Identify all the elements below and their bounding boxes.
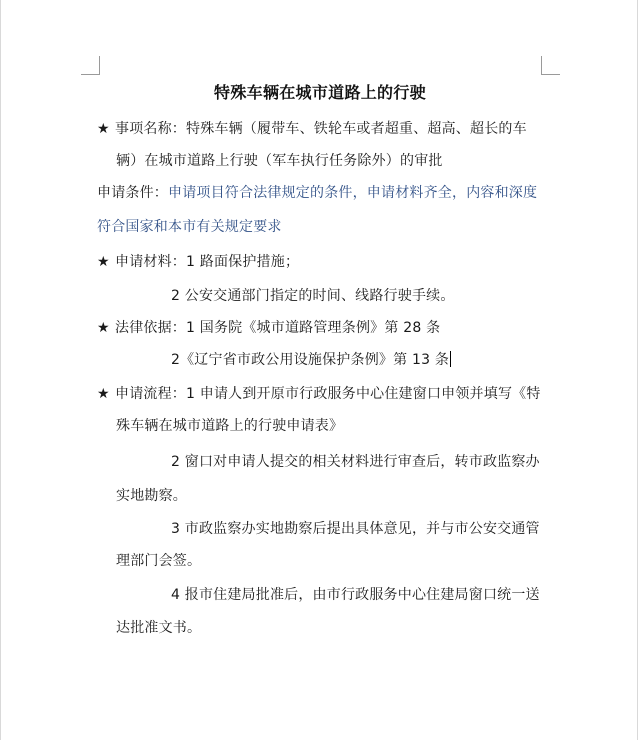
materials-item1: 1 路面保护措施； <box>186 254 300 270</box>
basis-item1: 1 国务院《城市道路管理条例》第 28 条 <box>186 320 441 336</box>
materials-label: 申请材料： <box>115 254 186 270</box>
star-icon: ★ <box>97 121 110 137</box>
item-name-label: 事项名称： <box>115 121 186 137</box>
conditions-text: 申请项目符合法律规定的条件，申请材料齐全，内容和深度 <box>168 185 538 201</box>
conditions-line1 <box>97 182 537 202</box>
process-line1 <box>97 383 541 403</box>
process-step1-line2: 殊车辆在城市道路上的行驶申请表》 <box>116 418 344 434</box>
basis-item2: 2《辽宁省市政公用设施保护条例》第 13 条 <box>171 352 450 368</box>
process-step2-line2: 实地勘察。 <box>116 488 187 504</box>
process-step4-line1: 4 报市住建局批准后，由市行政服务中心住建局窗口统一送 <box>171 587 540 603</box>
star-icon: ★ <box>97 320 110 336</box>
process-label: 申请流程： <box>115 386 186 402</box>
process-step3-line1: 3 市政监察办实地勘察后提出具体意见，并与市公安交通管 <box>171 521 540 537</box>
materials-item2: 2 公安交通部门指定的时间、线路行驶手续。 <box>171 288 455 304</box>
basis-line1 <box>97 317 440 337</box>
conditions-label: 申请条件： <box>97 185 168 201</box>
process-step4-line2: 达批准文书。 <box>116 620 202 636</box>
document-title: 特殊车辆在城市道路上的行驶 <box>214 83 426 102</box>
process-step1: 1 申请人到开原市行政服务中心住建窗口申领并填写《特 <box>186 386 541 402</box>
process-step3-line2: 理部门会签。 <box>116 553 202 569</box>
star-icon: ★ <box>97 254 110 270</box>
item-name-text: 特殊车辆（履带车、铁轮车或者超重、超高、超长的车 <box>186 121 527 137</box>
star-icon: ★ <box>97 386 110 402</box>
basis-label: 法律依据： <box>115 320 186 336</box>
text-cursor <box>450 351 451 367</box>
margin-corner-top-right <box>541 56 560 75</box>
item-name-line1 <box>97 118 527 138</box>
item-name-line2: 辆）在城市道路上行驶（军车执行任务除外）的审批 <box>116 153 443 169</box>
margin-corner-top-left <box>81 56 100 75</box>
conditions-line2: 符合国家和本市有关规定要求 <box>97 219 282 235</box>
materials-line1 <box>97 251 299 271</box>
basis-item2-line <box>171 349 451 369</box>
process-step2-line1: 2 窗口对申请人提交的相关材料进行审查后，转市政监察办 <box>171 454 540 470</box>
